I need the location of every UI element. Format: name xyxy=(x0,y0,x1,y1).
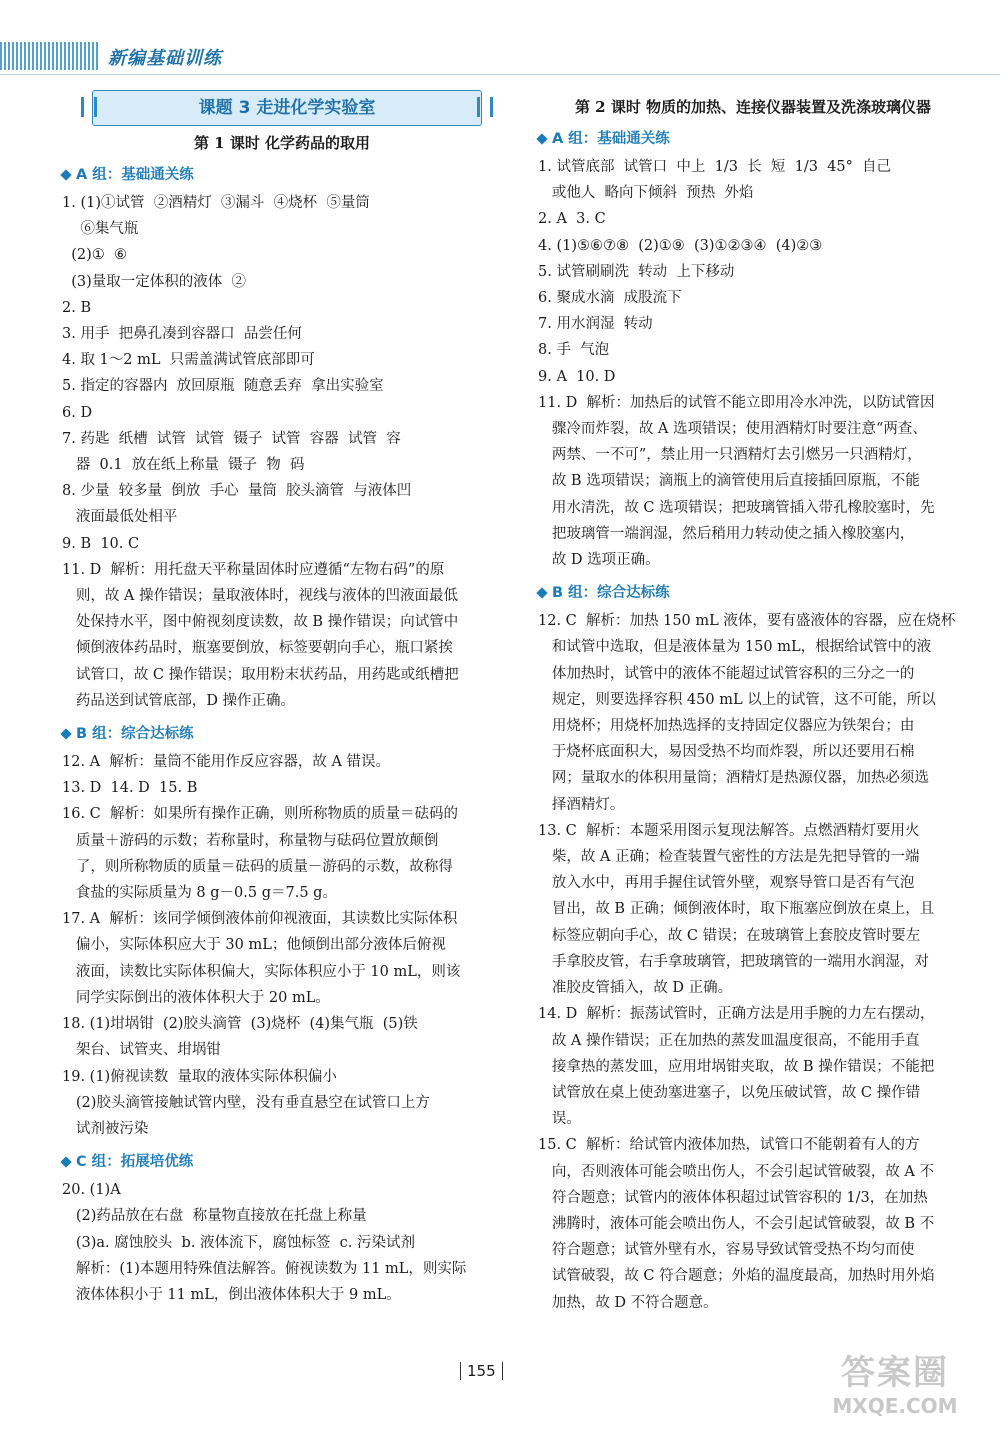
answer-line: 药品送到试管底部，D 操作正确。 xyxy=(62,692,296,709)
answer-line: 两禁、一不可”，禁止用一只酒精灯去引燃另一只酒精灯， xyxy=(538,447,922,464)
answer-line: 试管口，故 C 操作错误；取用粉末状药品，用药匙或纸槽把 xyxy=(62,666,459,683)
answer-line: 了，则所称物质的质量＝砝码的质量－游码的示数，故称得 xyxy=(62,858,453,875)
answer-line: 择酒精灯。 xyxy=(538,796,625,813)
group-a-heading: A 组：基础通关练 xyxy=(538,127,968,148)
answer-line: 处保持水平，图中俯视刻度读数，故 B 操作错误；向试管中 xyxy=(62,614,459,631)
answer-line: 食盐的实际质量为 8 g－0.5 g＝7.5 g。 xyxy=(62,885,337,902)
header-rule xyxy=(0,74,1000,75)
answer-line: 7. 药匙 纸槽 试管 试管 镊子 试管 容器 试管 容 xyxy=(62,430,401,447)
answer-line: 加热，故 D 不符合题意。 xyxy=(538,1294,718,1311)
answer-line: 器 0.1 放在纸上称量 镊子 物 码 xyxy=(62,457,305,474)
topic-banner xyxy=(92,90,482,126)
answer-line: 1. (1)①试管 ②酒精灯 ③漏斗 ④烧杯 ⑤量筒 xyxy=(62,195,370,211)
answer-line: 液面最低处相平 xyxy=(62,509,178,526)
answer-line: 则，故 A 操作错误；量取液体时，视线与液体的凹液面最低 xyxy=(62,588,459,605)
series-title: 新编基础训练 xyxy=(108,48,222,69)
answer-line: 15. C 解析：给试管内液体加热，试管口不能朝着有人的方 xyxy=(538,1137,920,1154)
answer-line: 手拿胶皮管，右手拿玻璃管，把玻璃管的一端用水润湿，对 xyxy=(538,953,929,970)
answer-line: 17. A 解析：该同学倾倒液体前仰视液面，其读数比实际体积 xyxy=(62,911,458,928)
watermark xyxy=(810,1345,980,1425)
answer-line: 用烧杯；用烧杯加热选择的支持固定仪器应为铁架台；由 xyxy=(538,718,915,735)
answer-line: 试管破裂，故 C 符合题意；外焰的温度最高，加热时用外焰 xyxy=(538,1268,935,1285)
answer-line: 质量＋游码的示数；若称量时，称量物与砝码位置放颠倒 xyxy=(62,832,439,849)
answer-line: 5. 试管刷刷洗 转动 上下移动 xyxy=(538,263,735,280)
answer-line: 8. 少量 较多量 倒放 手心 量筒 胶头滴管 与液体凹 xyxy=(62,483,412,500)
answer-line: 液面，读数比实际体积偏大，实际体积应小于 10 mL，则该 xyxy=(62,963,461,980)
diamond-icon xyxy=(60,1156,71,1167)
answer-line: (3)量取一定体积的液体 ② xyxy=(62,273,246,290)
header-decoration xyxy=(0,42,100,70)
answer-line: 8. 手 气泡 xyxy=(538,342,610,359)
left-column xyxy=(62,90,502,1308)
answer-line: 2. B xyxy=(62,299,92,316)
group-b-heading: B 组：综合达标练 xyxy=(62,722,502,743)
answer-line: 11. D 解析：用托盘天平称量固体时应遵循“左物右码”的原 xyxy=(62,561,445,578)
answer-line: (2)① ⑥ xyxy=(62,247,127,264)
answer-line: 5. 指定的容器内 放回原瓶 随意丢弃 拿出实验室 xyxy=(62,378,384,395)
answer-line: 试剂被污染 xyxy=(62,1120,149,1137)
answer-line: 架台、试管夹、坩埚钳 xyxy=(62,1042,221,1059)
banner-left-decoration xyxy=(81,97,97,117)
answer-line: 13. D 14. D 15. B xyxy=(62,780,198,797)
answer-line: 倾倒液体药品时，瓶塞要倒放，标签要朝向手心，瓶口紧挨 xyxy=(62,640,453,657)
answer-line: 故 B 选项错误；滴瓶上的滴管使用后直接插回原瓶，不能 xyxy=(538,473,920,490)
answer-line: 2. A 3. C xyxy=(538,211,606,228)
watermark-logo: 答案圈 xyxy=(841,1353,949,1393)
answer-line: 冒出，故 B 正确；倾倒液体时，取下瓶塞应倒放在桌上，且 xyxy=(538,901,935,918)
banner-right-decoration xyxy=(477,97,493,117)
answer-line: 1. 试管底部 试管口 中上 1/3 长 短 1/3 45° 自己 xyxy=(538,159,892,175)
right-column xyxy=(538,90,968,1316)
answer-line: 20. (1)A xyxy=(62,1182,121,1199)
answer-line: 用水清洗，故 C 选项错误；把玻璃管插入带孔橡胶塞时，先 xyxy=(538,499,935,516)
answer-line: 柴，故 A 正确；检查装置气密性的方法是先把导管的一端 xyxy=(538,849,920,866)
answer-line: 故 A 操作错误；正在加热的蒸发皿温度很高，不能用手直 xyxy=(538,1032,920,1049)
answer-line: 放入水中，再用手握住试管外壁，观察导管口是否有气泡 xyxy=(538,875,915,892)
answer-line: 标签应朝向手心，故 C 错误；在玻璃管上套胶皮管时要左 xyxy=(538,927,921,944)
answer-line: 误。 xyxy=(538,1111,581,1128)
watermark-url: MXQE.COM xyxy=(832,1394,958,1418)
answer-line: ⑥集气瓶 xyxy=(62,221,139,238)
answer-line: 液体体积小于 11 mL，倒出液体体积大于 9 mL。 xyxy=(62,1286,401,1303)
answer-line: 3. 用手 把鼻孔凑到容器口 品尝任何 xyxy=(62,326,302,343)
answer-line: 16. C 解析：如果所有操作正确，则所称物质的质量＝砝码的 xyxy=(62,806,458,823)
answer-line: 13. C 解析：本题采用图示复现法解答。点燃酒精灯要用火 xyxy=(538,822,920,839)
answer-line: 11. D 解析：加热后的试管不能立即用冷水冲洗，以防试管因 xyxy=(538,394,935,411)
answer-line: 4. (1)⑤⑥⑦⑧ (2)①⑨ (3)①②③④ (4)②③ xyxy=(538,237,823,254)
answer-line: 9. B 10. C xyxy=(62,535,140,552)
answer-line: 网；量取水的体积用量筒；酒精灯是热源仪器，加热必须选 xyxy=(538,770,929,787)
answer-line: 和试管中选取，但是液体量为 150 mL，根据给试管中的液 xyxy=(538,639,932,656)
lesson-title-1: 第 1 课时 化学药品的取用 xyxy=(193,134,371,152)
left-group-a-answers xyxy=(62,190,502,714)
answer-line: (2)胶头滴管接触试管内壁，没有垂直悬空在试管口上方 xyxy=(62,1094,430,1111)
left-group-c-answers xyxy=(62,1177,502,1308)
diamond-icon xyxy=(60,728,71,739)
diamond-icon xyxy=(60,169,71,180)
answer-line: 4. 取 1～2 mL 只需盖满试管底部即可 xyxy=(62,352,315,369)
answer-line: 6. 聚成水滴 成股流下 xyxy=(538,290,682,307)
answer-line: 19. (1)俯视读数 量取的液体实际体积偏小 xyxy=(62,1068,337,1085)
answer-line: 18. (1)坩埚钳 (2)胶头滴管 (3)烧杯 (4)集气瓶 (5)铁 xyxy=(62,1016,418,1033)
page-number: 155 xyxy=(460,1362,503,1380)
answer-line: 向，否则液体可能会喷出伤人，不会引起试管破裂，故 A 不 xyxy=(538,1163,935,1180)
answer-line: 同学实际倒出的液体体积大于 20 mL。 xyxy=(62,989,330,1006)
group-c-heading: C 组：拓展培优练 xyxy=(62,1150,502,1171)
answer-line: 12. A 解析：量筒不能用作反应容器，故 A 错误。 xyxy=(62,754,391,771)
answer-line: 准胶皮管插入，故 D 正确。 xyxy=(538,980,733,997)
answer-line: 符合题意；试管外壁有水，容易导致试管受热不均匀而使 xyxy=(538,1242,915,1259)
answer-line: (3)a. 腐蚀胶头 b. 液体流下，腐蚀标签 c. 污染试剂 xyxy=(62,1234,416,1251)
diamond-icon xyxy=(536,133,547,144)
diamond-icon xyxy=(536,588,547,599)
answer-line: 体加热时，试管中的液体不能超过试管容积的三分之一的 xyxy=(538,665,915,682)
answer-line: 试管放在桌上使劲塞进塞子，以免压破试管，故 C 操作错 xyxy=(538,1084,921,1101)
answer-line: 7. 用水润湿 转动 xyxy=(538,316,653,333)
answer-line: 12. C 解析：加热 150 mL 液体，要有盛液体的容器，应在烧杯 xyxy=(538,613,956,630)
answer-line: 解析：(1)本题用特殊值法解答。俯视读数为 11 mL，则实际 xyxy=(62,1260,467,1277)
right-group-b-answers xyxy=(538,608,968,1315)
right-group-a-answers xyxy=(538,154,968,573)
group-a-heading: A 组：基础通关练 xyxy=(62,163,502,184)
answer-line: 骤冷而炸裂，故 A 选项错误；使用酒精灯时要注意“两查、 xyxy=(538,421,927,438)
answer-line: (2)药品放在右盘 称量物直接放在托盘上称量 xyxy=(62,1208,367,1225)
answer-line: 沸腾时，液体可能会喷出伤人，不会引起试管破裂，故 B 不 xyxy=(538,1215,935,1232)
answer-line: 6. D xyxy=(62,404,93,421)
answer-line: 故 D 选项正确。 xyxy=(538,552,660,569)
left-group-b-answers xyxy=(62,749,502,1142)
answer-line: 9. A 10. D xyxy=(538,368,616,385)
answer-line: 接拿热的蒸发皿，应用坩埚钳夹取，故 B 操作错误；不能把 xyxy=(538,1058,935,1075)
answer-line: 偏小，实际体积应大于 30 mL；他倾倒出部分液体后俯视 xyxy=(62,937,446,954)
answer-line: 把玻璃管一端润湿，然后稍用力转动使之插入橡胶塞内， xyxy=(538,525,915,542)
topic-title: 课题 3 走进化学实验室 xyxy=(198,98,376,118)
answer-line: 14. D 解析：振荡试管时，正确方法是用手腕的力左右摆动， xyxy=(538,1006,935,1023)
group-b-heading: B 组：综合达标练 xyxy=(538,581,968,602)
answer-line: 于烧杯底面积大，易因受热不均而炸裂，所以还要用石棉 xyxy=(538,744,915,761)
answer-line: 符合题意；试管内的液体体积超过试管容积的 1/3，在加热 xyxy=(538,1189,928,1206)
answer-line: 或他人 略向下倾斜 预热 外焰 xyxy=(538,185,754,202)
lesson-title-2: 第 2 课时 物质的加热、连接仪器装置及洗涤玻璃仪器 xyxy=(574,98,932,116)
answer-line: 规定，则要选择容积 450 mL 以上的试管，这不可能，所以 xyxy=(538,691,936,708)
